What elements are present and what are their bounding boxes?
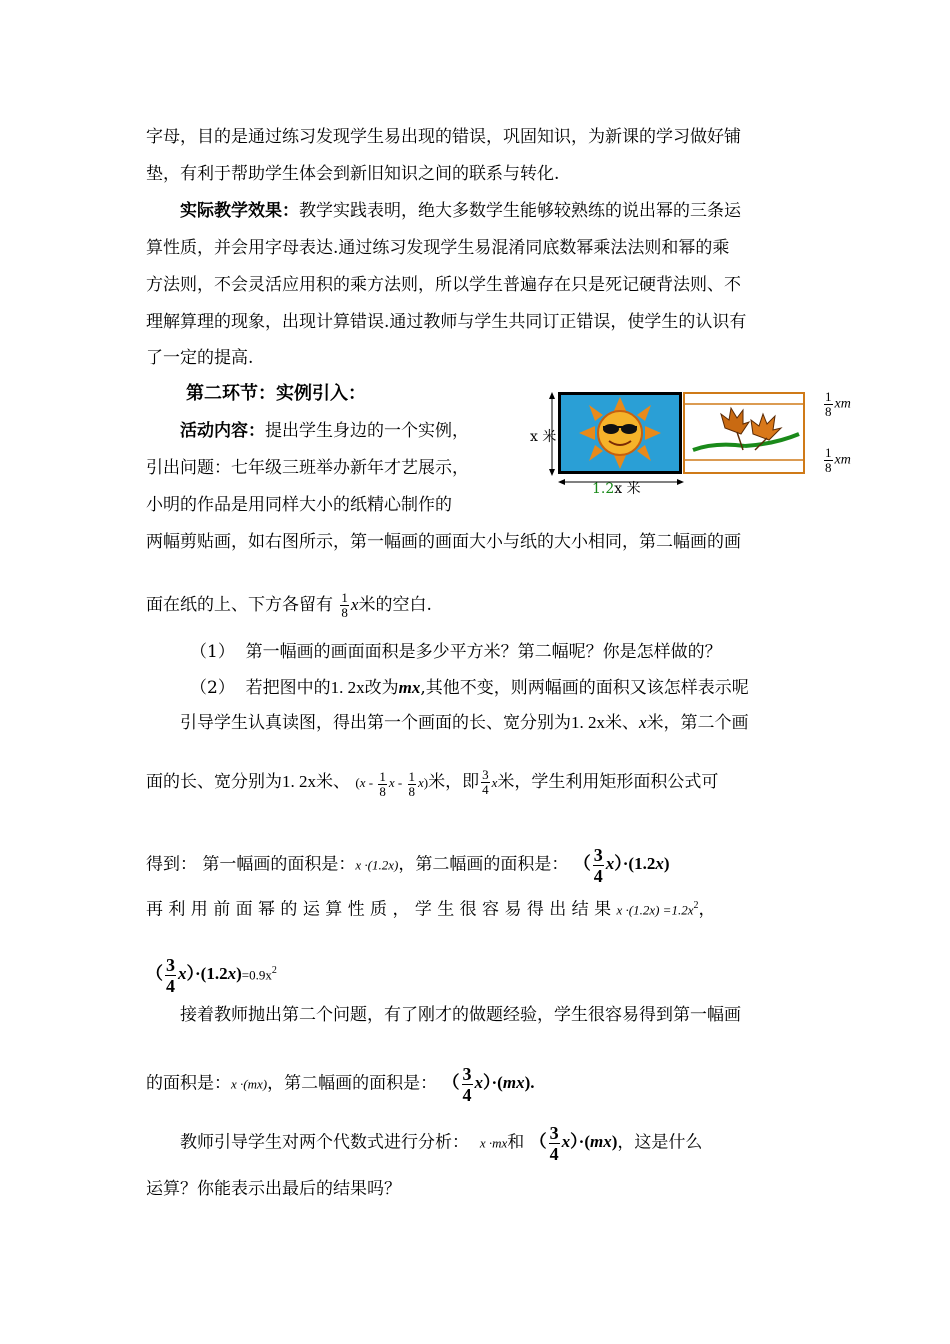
expression: （ $\frac{3}{4}$ x）·(mx). (442, 1064, 535, 1105)
text-line: 得到： 第一幅画的面积是：x ·(1.2x)，第二幅画的面积是： （ $\frac{3}{4}$ x）·(1.2x) (146, 845, 670, 886)
section-heading: 第二环节：实例引入： (186, 383, 366, 404)
height-arrow (546, 392, 558, 476)
text-line: 接着教师抛出第二个问题，有了刚才的做题经验，学生很容易得到第一幅画 (180, 1005, 741, 1025)
question-2: （2） 若把图中的1. 2x改为mx,其他不变，则两幅画的面积又该怎样表示呢 (190, 678, 749, 698)
text-line: 算性质，并会用字母表达.通过练习发现学生易混淆同底数幂乘法法则和幂的乘 (146, 238, 730, 258)
fraction: $\frac{3}{4}$ (482, 767, 489, 797)
text-line: 面的长、宽分别为1. 2x米、 (x - $\frac{1}{8}$ x - $\frac{1}{8}$ x)米，即 $\frac{3}{4}$ x米，学生利用矩形面积公式可 (146, 767, 719, 799)
expression: （ $\frac{3}{4}$ x）·(1.2x) (573, 845, 670, 886)
text-line: （ $\frac{3}{4}$ $x)\cdot(1.2x)=0.9x^2$ (146, 955, 277, 996)
activity-label: 活动内容： (180, 421, 265, 441)
text-line: 引导学生认真读图，得出第一个画面的长、宽分别为1. 2x米、x米，第二个画 (180, 713, 749, 733)
leaf-picture (683, 392, 805, 474)
text-line (180, 420, 469, 442)
effect-label: 实际教学效果： (180, 201, 299, 221)
activity-text: 米的空白. (358, 595, 432, 615)
question-1: （1） 第一幅画的画面面积是多少平方米？第二幅呢？你是怎样做的？ (190, 642, 722, 662)
activity-text: 提出学生身边的一个实例， (265, 421, 469, 441)
collage-figure (530, 388, 870, 498)
effect-text: 教学实践表明，绝大多数学生能够较熟练的说出幂的三条运 (299, 201, 741, 221)
activity-text: 面在纸的上、下方各留有 (146, 595, 333, 615)
sun-icon (561, 395, 679, 471)
text-line (146, 591, 432, 620)
text-line: 引出问题：七年级三班举办新年才艺展示， (146, 458, 469, 478)
expression: （ $\frac{3}{4}$ x）·(mx) (529, 1123, 618, 1164)
leaf-icon (685, 394, 803, 472)
fraction: $\frac{1}{8}$ (341, 590, 348, 620)
expression: （ $\frac{3}{4}$ x）·(1.2x) (146, 955, 242, 996)
margin-label-bottom: $\frac{1}{8}$ xm (825, 445, 851, 475)
sun-picture (558, 392, 682, 474)
expression: (x - $\frac{1}{8}$ x - $\frac{1}{8}$ x) (355, 768, 429, 799)
text-line: 运算？你能表示出最后的结果吗？ (146, 1179, 401, 1199)
height-label: x 米 (530, 429, 557, 445)
text-line: 垫，有利于帮助学生体会到新旧知识之间的联系与转化. (146, 164, 560, 184)
text-line: 再 利 用 前 面 幂 的 运 算 性 质 ， 学 生 很 容 易 得 出 结 果 $x \cdot(1.2x) =1.2x^2$， (146, 899, 716, 920)
text-line: 了一定的提高. (146, 348, 254, 368)
text-line: 两幅剪贴画，如右图所示，第一幅画的画面大小与纸的大小相同，第二幅画的画 (146, 532, 741, 552)
text-line: 小明的作品是用同样大小的纸精心制作的 (146, 495, 452, 515)
text-line: 教师引导学生对两个代数式进行分析： x ·mx和 （ $\frac{3}{4}$ x）·(mx)，这是什么 (180, 1123, 703, 1164)
text-line: 理解算理的现象，出现计算错误.通过教师与学生共同订正错误，使学生的认识有 (146, 312, 747, 332)
var-x: x (350, 595, 359, 614)
width-label: 1.2x 米 (592, 481, 641, 497)
text-line: 方法则，不会灵活应用积的乘方法则，所以学生普遍存在只是死记硬背法则、不 (146, 275, 741, 295)
text-line: 的面积是：x ·(mx)，第二幅画的面积是： （ $\frac{3}{4}$ x）·(mx). (146, 1064, 535, 1105)
text-line (180, 200, 741, 222)
margin-label-top: $\frac{1}{8}$ xm (825, 389, 851, 419)
text-line: 字母，目的是通过练习发现学生易出现的错误，巩固知识，为新课的学习做好铺 (146, 127, 741, 147)
